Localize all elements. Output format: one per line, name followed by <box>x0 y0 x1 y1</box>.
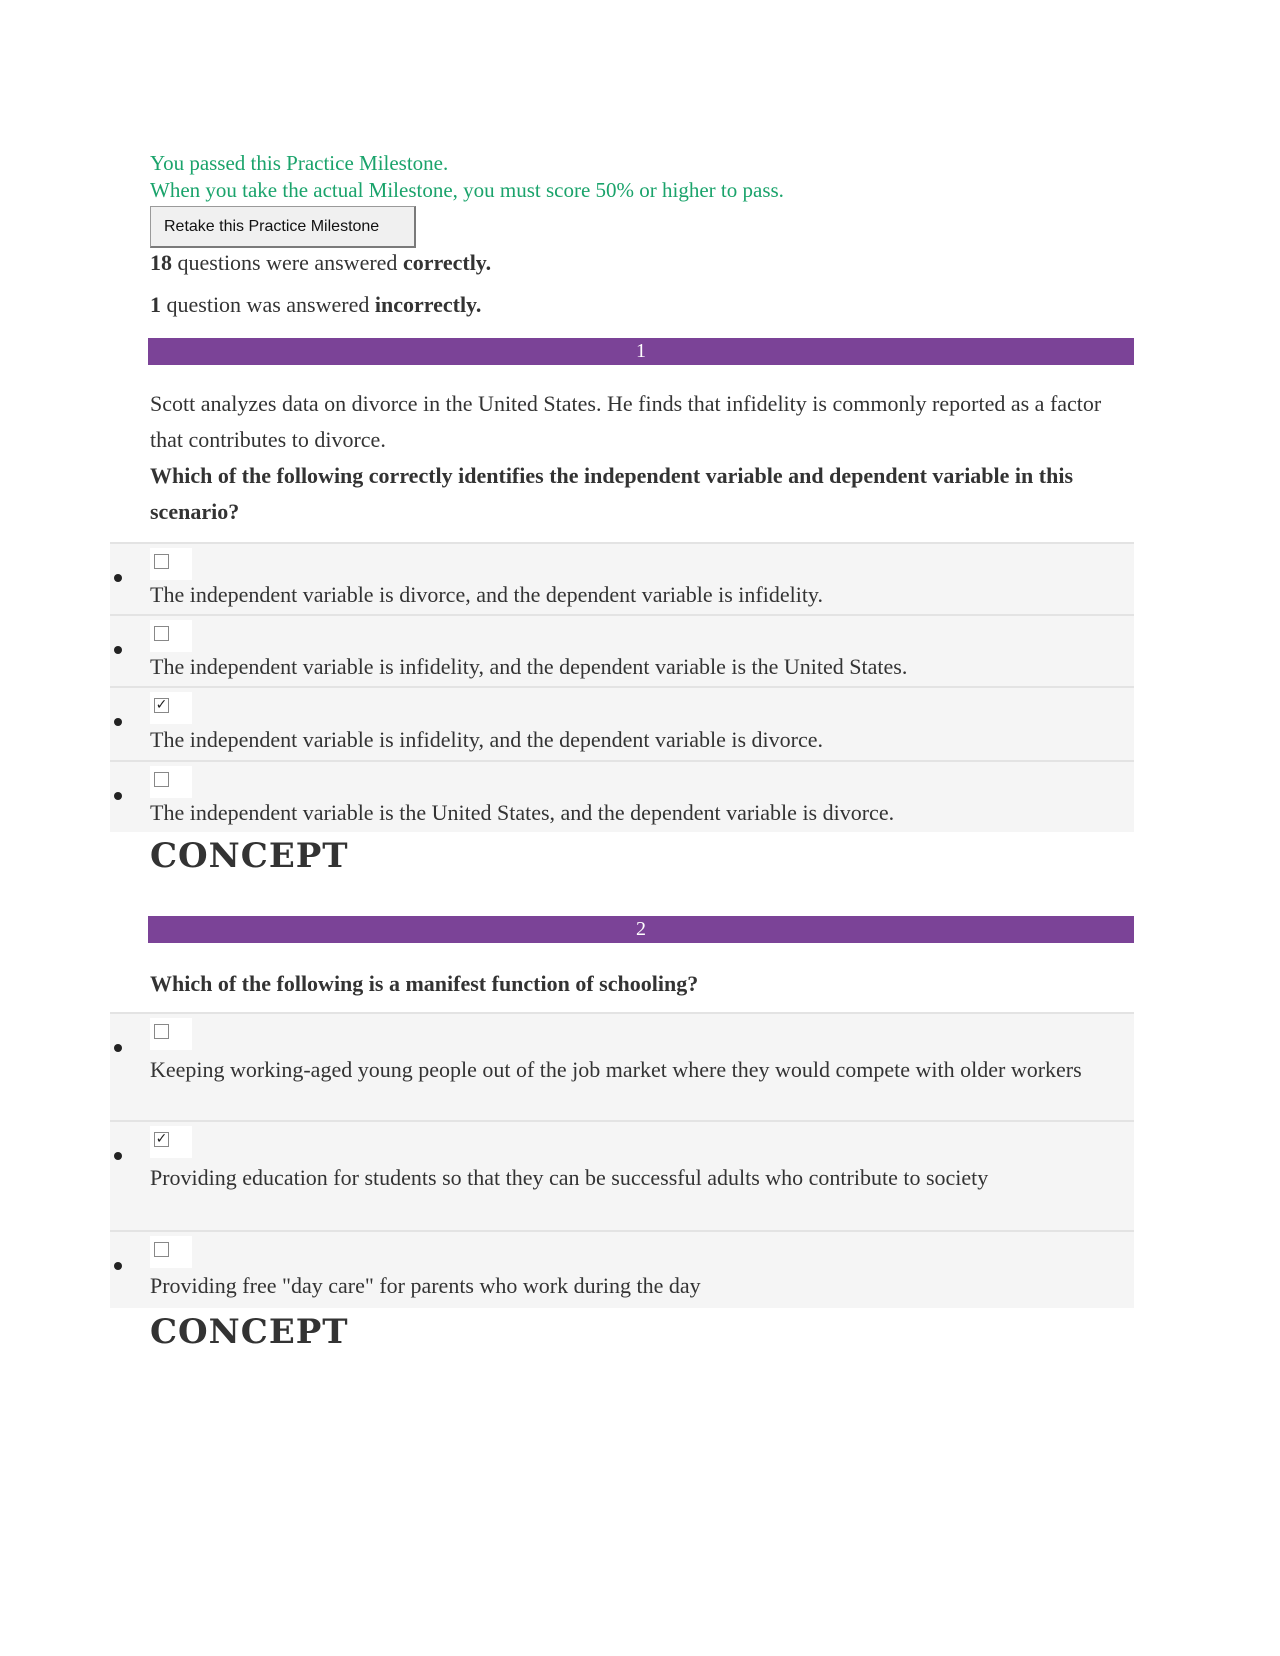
retake-milestone-button[interactable]: Retake this Practice Milestone <box>150 206 416 248</box>
incorrect-summary-text: question was answered <box>161 292 375 317</box>
checkbox-wrapper <box>150 548 192 580</box>
bullet-dot-icon <box>114 792 122 800</box>
question-1-scenario: Scott analyzes data on divorce in the United States. He finds that infidelity is commonly reported as a factor that contributes to divorce. <box>150 391 1102 452</box>
checkbox-empty-icon[interactable] <box>154 1024 169 1039</box>
checkbox-checked-icon[interactable]: ✓ <box>155 697 168 713</box>
question-1-option-4[interactable] <box>110 760 1134 832</box>
question-2-concept: CONCEPT <box>150 1312 349 1352</box>
correct-summary-text: questions were answered <box>172 250 403 275</box>
question-2-option-2[interactable] <box>110 1120 1134 1230</box>
incorrect-summary <box>150 292 481 318</box>
checkbox-empty-icon[interactable] <box>154 1242 169 1257</box>
question-1-prompt: Which of the following correctly identifies the independent variable and dependent variable in this scenario? <box>150 463 1074 524</box>
checkbox-wrapper <box>150 692 192 724</box>
checkbox-wrapper <box>150 620 192 652</box>
bullet-dot-icon <box>114 646 122 654</box>
bullet-dot-icon <box>114 574 122 582</box>
option-label: The independent variable is infidelity, and the dependent variable is divorce. <box>150 727 823 752</box>
bullet-dot-icon <box>114 1152 122 1160</box>
option-label: The independent variable is divorce, and the dependent variable is infidelity. <box>150 582 823 607</box>
question-2-option-1[interactable] <box>110 1012 1134 1120</box>
checkbox-wrapper <box>150 1018 192 1050</box>
correct-word: correctly. <box>402 250 492 275</box>
question-2-prompt: Which of the following is a manifest function of schooling? <box>150 971 699 996</box>
option-label: Providing free "day care" for parents who work during the day <box>150 1273 701 1298</box>
option-label: Providing education for students so that they can be successful adults who contribute to society <box>150 1165 989 1190</box>
question-1-header: 1 <box>148 338 1134 365</box>
checkbox-empty-icon[interactable] <box>154 626 169 641</box>
bullet-dot-icon <box>114 718 122 726</box>
question-2-option-3[interactable] <box>110 1230 1134 1308</box>
checkbox-empty-icon[interactable] <box>154 554 169 569</box>
question-2-header: 2 <box>148 916 1134 943</box>
correct-summary <box>150 250 491 276</box>
question-2-body <box>150 966 1120 1002</box>
question-1-option-2[interactable] <box>110 614 1134 686</box>
passed-text: You passed this Practice Milestone. <box>150 151 449 175</box>
incorrect-word: incorrectly. <box>374 292 482 317</box>
checkbox-empty-icon[interactable] <box>154 772 169 787</box>
checkbox-wrapper <box>150 1236 192 1268</box>
pass-status-message <box>150 150 784 204</box>
correct-count: 18 <box>150 250 172 275</box>
question-1-body <box>150 386 1120 530</box>
checkbox-checked-icon[interactable]: ✓ <box>155 1131 168 1147</box>
option-label: The independent variable is the United States, and the dependent variable is divorce. <box>150 800 895 825</box>
question-1-option-1[interactable] <box>110 542 1134 614</box>
pass-requirement-text: When you take the actual Milestone, you must score 50% or higher to pass. <box>150 178 784 202</box>
question-1-option-3[interactable] <box>110 686 1134 760</box>
checkbox-wrapper <box>150 766 192 798</box>
checkbox-wrapper <box>150 1126 192 1158</box>
question-1-concept: CONCEPT <box>150 836 349 876</box>
bullet-dot-icon <box>114 1262 122 1270</box>
option-label: Keeping working-aged young people out of the job market where they would compete with older workers <box>150 1057 1082 1082</box>
bullet-dot-icon <box>114 1044 122 1052</box>
option-label: The independent variable is infidelity, and the dependent variable is the United States. <box>150 654 908 679</box>
incorrect-count: 1 <box>150 292 161 317</box>
